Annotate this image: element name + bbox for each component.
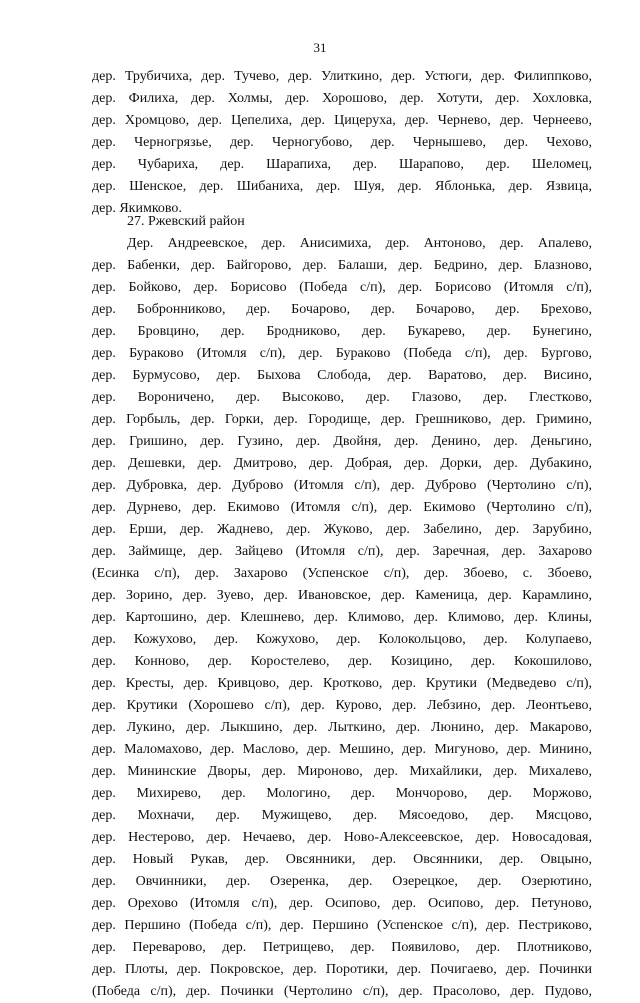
text-line: дер. Шенское, дер. Шибаниха, дер. Шуя, дер. Яблонька, дер. Язвица, (92, 179, 592, 194)
text-line: дер. Хромцово, дер. Цепелиха, дер. Цицеруха, дер. Чернево, дер. Чернеево, (92, 113, 592, 128)
text-line: дер. Нестерово, дер. Нечаево, дер. Ново-Алексеевское, дер. Новосадовая, (92, 830, 592, 845)
text-line: (Победа с/п), дер. Починки (Чертолино с/п), дер. Прасолово, дер. Пудово, (92, 984, 592, 999)
text-line: дер. Дешевки, дер. Дмитрово, дер. Добрая, дер. Дорки, дер. Дубакино, (92, 456, 592, 471)
text-line: дер. Вороничено, дер. Высоково, дер. Глазово, дер. Глестково, (92, 390, 592, 405)
text-line: дер. Бурмусово, дер. Быхова Слобода, дер. Варатово, дер. Висино, (92, 368, 592, 383)
text-line: дер. Крутики (Хорошево с/п), дер. Курово, дер. Лебзино, дер. Леонтьево, (92, 698, 592, 713)
text-line: дер. Лукино, дер. Лыкшино, дер. Лыткино, дер. Люнино, дер. Макарово, (92, 720, 592, 735)
text-line: дер. Бровцино, дер. Бродниково, дер. Букарево, дер. Бунегино, (92, 324, 592, 339)
text-line: дер. Бабенки, дер. Байгорово, дер. Балаши, дер. Бедрино, дер. Блазново, (92, 258, 592, 273)
text-line: дер. Чубариха, дер. Шарапиха, дер. Шарапово, дер. Шеломец, (92, 157, 592, 172)
text-line: дер. Дурнево, дер. Екимово (Итомля с/п), дер. Екимово (Чертолино с/п), (92, 500, 592, 515)
text-line: дер. Конново, дер. Коростелево, дер. Козицино, дер. Кокошилово, (92, 654, 592, 669)
text-line: дер. Овчинники, дер. Озеренка, дер. Озерецкое, дер. Озерютино, (92, 874, 592, 889)
text-line: дер. Горбыль, дер. Горки, дер. Городище, дер. Грешниково, дер. Гримино, (92, 412, 592, 427)
text-line: дер. Филиха, дер. Холмы, дер. Хорошово, дер. Хотути, дер. Хохловка, (92, 91, 592, 106)
text-line: дер. Картошино, дер. Клешнево, дер. Климово, дер. Климово, дер. Клины, (92, 610, 592, 625)
text-line: дер. Кресты, дер. Кривцово, дер. Кротково, дер. Крутики (Медведево с/п), (92, 676, 592, 691)
text-line: дер. Переварово, дер. Петрищево, дер. Появилово, дер. Плотниково, (92, 940, 592, 955)
text-line: дер. Новый Рукав, дер. Овсянники, дер. Овсянники, дер. Овцыно, (92, 852, 592, 867)
text-line: дер. Дубровка, дер. Дуброво (Итомля с/п), дер. Дуброво (Чертолино с/п), (92, 478, 592, 493)
text-line: (Есинка с/п), дер. Захарово (Успенское с/п), дер. Збоево, с. Збоево, (92, 566, 592, 581)
text-line: дер. Мохначи, дер. Мужищево, дер. Мясоедово, дер. Мясцово, (92, 808, 592, 823)
text-line: дер. Плоты, дер. Покровское, дер. Поротики, дер. Почигаево, дер. Починки (92, 962, 592, 977)
text-line: дер. Трубичиха, дер. Тучево, дер. Улиткино, дер. Устюги, дер. Филиппково, (92, 69, 592, 84)
text-line: дер. Михирево, дер. Мологино, дер. Мончорово, дер. Моржово, (92, 786, 592, 801)
page-number: 31 (313, 40, 327, 55)
text-line: Дер. Андреевское, дер. Анисимиха, дер. Антоново, дер. Апалево, (127, 236, 592, 251)
text-line: дер. Черногрязье, дер. Черногубово, дер. Чернышево, дер. Чехово, (92, 135, 592, 150)
previous-section-text (92, 66, 592, 220)
text-line: дер. Гришино, дер. Гузино, дер. Двойня, дер. Денино, дер. Деньгино, (92, 434, 592, 449)
text-line: дер. Орехово (Итомля с/п), дер. Осипово, дер. Осипово, дер. Петуново, (92, 896, 592, 911)
text-line: дер. Зорино, дер. Зуево, дер. Ивановское, дер. Каменица, дер. Карамлино, (92, 588, 592, 603)
text-line: дер. Бураково (Итомля с/п), дер. Бураково (Победа с/п), дер. Бургово, (92, 346, 592, 361)
text-line: дер. Ерши, дер. Жаднево, дер. Жуково, дер. Забелино, дер. Зарубино, (92, 522, 592, 537)
text-line: дер. Бобронниково, дер. Бочарово, дер. Бочарово, дер. Брехово, (92, 302, 592, 317)
text-line: дер. Займище, дер. Зайцево (Итомля с/п), дер. Заречная, дер. Захарово (92, 544, 592, 559)
text-line: дер. Якимково. (92, 201, 182, 216)
text-line: дер. Маломахово, дер. Маслово, дер. Мешино, дер. Мигуново, дер. Минино, (92, 742, 592, 757)
text-line: дер. Бойково, дер. Борисово (Победа с/п), дер. Борисово (Итомля с/п), (92, 280, 592, 295)
section-ржевский (92, 211, 592, 1003)
text-line: дер. Мининские Дворы, дер. Мироново, дер. Михайлики, дер. Михалево, (92, 764, 592, 779)
section-heading: 27. Ржевский район (127, 214, 245, 229)
text-line: дер. Першино (Победа с/п), дер. Першино (Успенское с/п), дер. Пестриково, (92, 918, 592, 933)
text-line: дер. Кожухово, дер. Кожухово, дер. Колокольцово, дер. Колупаево, (92, 632, 592, 647)
